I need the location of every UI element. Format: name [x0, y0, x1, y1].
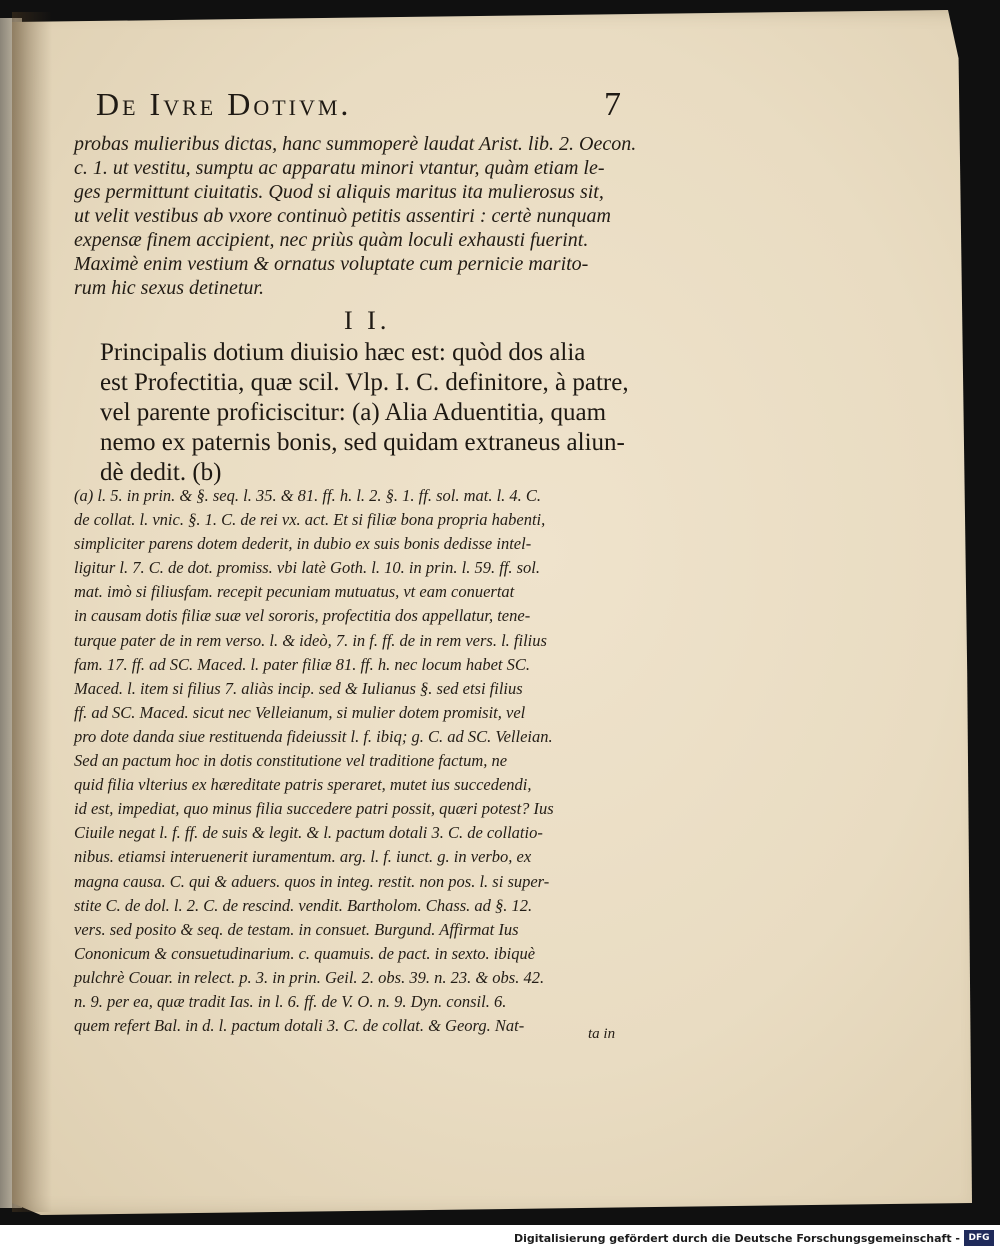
text-line: Principalis dotium diuisio hæc est: quòd dos alia [100, 339, 586, 366]
gutter-shadow [12, 12, 52, 1212]
note-line: quid filia vlterius ex hæreditate patris speraret, mutet ius succedendi, [74, 775, 532, 795]
note-line: nibus. etiamsi interuenerit iuramentum. arg. l. f. iunct. g. in verbo, ex [74, 847, 532, 867]
running-header [96, 86, 636, 130]
section-number: I I. [344, 306, 391, 335]
note-line: mat. imò si filiusfam. recepit pecuniam mutuatus, vt eam conuertat [74, 582, 515, 602]
text-line: expensæ finem accipient, nec priùs quàm loculi exhausti fuerint. [74, 229, 589, 251]
text-line: dè dedit. (b) [100, 459, 222, 486]
note-line: pulchrè Couar. in relect. p. 3. in prin. Geil. 2. obs. 39. n. 23. & obs. 42. [74, 967, 545, 987]
funding-notice: Digitalisierung gefördert durch die Deutsche Forschungsgemeinschaft - [513, 1232, 960, 1245]
header-title: De Ivre Dotivm. [96, 86, 352, 122]
note-line: ff. ad SC. Maced. sicut nec Velleianum, si mulier dotem promisit, vel [74, 702, 526, 722]
note-line: Ciuile negat l. f. ff. de suis & legit. & l. pactum dotali 3. C. de collatio- [74, 823, 543, 843]
digitization-footer [0, 1225, 1000, 1253]
main-paragraph [100, 338, 640, 488]
note-line: quem refert Bal. in d. l. pactum dotali 3. C. de collat. & Georg. Nat- [74, 1016, 525, 1036]
text-line: rum hic sexus detinetur. [74, 277, 264, 299]
note-line: Cononicum & consuetudinarium. c. quamuis. de pact. in sexto. ibiquè [74, 943, 536, 963]
note-line: in causam dotis filiæ suæ vel sororis, profectitia dos appellatur, tene- [74, 606, 531, 626]
note-line: fam. 17. ff. ad SC. Maced. l. pater filiæ 81. ff. h. nec locum habet SC. [74, 654, 530, 674]
note-line: pro dote danda siue restituenda fideiussit l. f. ibiq; g. C. ad SC. Velleian. [74, 726, 553, 746]
note-line: turque pater de in rem verso. l. & ideò, 7. in f. ff. de in rem vers. l. filius [74, 630, 547, 650]
note-line: ligitur l. 7. C. de dot. promiss. vbi latè Goth. l. 10. in prin. l. 59. ff. sol. [74, 558, 540, 578]
note-line: stite C. de dol. l. 2. C. de rescind. vendit. Bartholom. Chass. ad §. 12. [74, 895, 533, 915]
text-line: ges permittunt ciuitatis. Quod si aliquis maritus ita mulierosus sit, [74, 181, 604, 203]
dfg-logo: DFG [964, 1230, 994, 1246]
note-line: n. 9. per ea, quæ tradit Ias. in l. 6. ff. de V. O. n. 9. Dyn. consil. 6. [74, 991, 507, 1011]
catchword: ta in [588, 1026, 616, 1042]
note-line: vers. sed posito & seq. de testam. in consuet. Burgund. Affirmat Ius [74, 919, 519, 939]
text-line: est Profectitia, quæ scil. Vlp. I. C. definitore, à patre, [100, 369, 629, 396]
text-line: c. 1. ut vestitu, sumptu ac apparatu minori vtantur, quàm etiam le- [74, 157, 605, 179]
text-line: probas mulieribus dictas, hanc summoperè laudat Arist. lib. 2. Oecon. [74, 133, 637, 155]
footnotes [74, 484, 634, 1038]
note-line: Sed an pactum hoc in dotis constitutione vel traditione factum, ne [74, 751, 508, 771]
text-line: nemo ex paternis bonis, sed quidam extraneus aliun- [100, 429, 625, 456]
text-line: ut velit vestibus ab vxore continuò petitis assentiri : certè nunquam [74, 205, 611, 227]
text-line: Maximè enim vestium & ornatus voluptate cum pernicie marito- [74, 253, 589, 275]
note-line: magna causa. C. qui & aduers. quos in integ. restit. non pos. l. si super- [74, 871, 550, 891]
page-number: 7 [604, 86, 621, 123]
note-line: de collat. l. vnic. §. 1. C. de rei vx. act. Et si filiæ bona propria habenti, [74, 510, 546, 530]
note-line: id est, impediat, quo minus filia succedere patri possit, quæri potest? Ius [74, 799, 554, 819]
note-line: simpliciter parens dotem dederit, in dubio ex suis bonis dedisse intel- [74, 534, 532, 554]
note-line: (a) l. 5. in prin. & §. seq. l. 35. & 81. ff. h. l. 2. §. 1. ff. sol. mat. l. 4. C. [74, 486, 542, 505]
italic-paragraph [74, 132, 637, 300]
text-line: vel parente proficiscitur: (a) Alia Aduentitia, quam [100, 399, 607, 426]
note-line: Maced. l. item si filius 7. aliàs incip. sed & Iulianus §. sed etsi filius [74, 678, 523, 698]
